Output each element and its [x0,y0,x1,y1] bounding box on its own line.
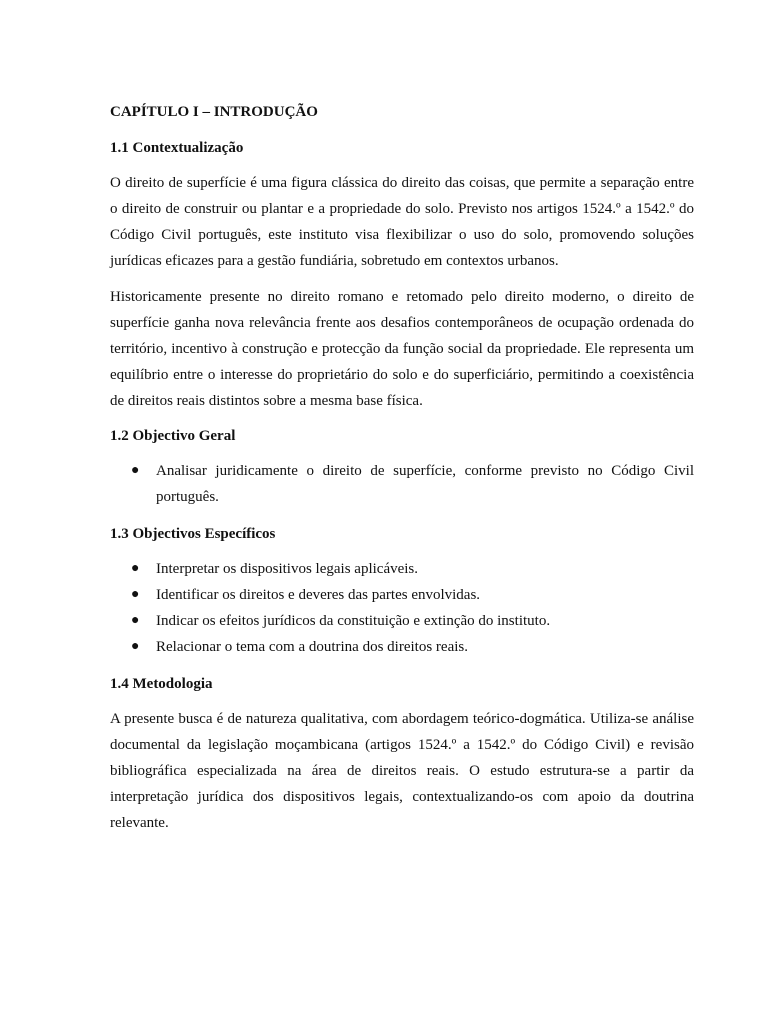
objectivos-especificos-list [110,556,694,660]
list-item-text: Interpretar os dispositivos legais aplicáveis. [156,561,419,577]
bullet-icon: ● [131,587,140,602]
list-item-text: Identificar os direitos e deveres das partes envolvidas. [156,587,481,603]
document-body [110,100,694,846]
list-item-text: Analisar juridicamente o direito de superfície, conforme previsto no Código Civil português. [156,463,694,505]
list-item [110,582,694,608]
bullet-icon: ● [131,561,140,576]
section-heading-objectivo-geral: 1.2 Objectivo Geral [110,428,236,444]
list-item [110,608,694,634]
bullet-icon: ● [131,613,140,628]
section-heading-objectivos-especificos: 1.3 Objectivos Específicos [110,526,276,542]
list-item-text: Indicar os efeitos jurídicos da constituição e extinção do instituto. [156,613,551,629]
list-item [110,634,694,660]
section-heading-metodologia: 1.4 Metodologia [110,676,213,692]
paragraph: A presente busca é de natureza qualitativa, com abordagem teórico-dogmática. Utiliza-se análise documental da legislação moçambicana (artigos 1524.º a 1542.º do Código Civil) e revisão bibliográfica especializada na área de direitos reais. O estudo estrutura-se a partir da interpretação jurídica dos dispositivos legais, contextualizando-os com apoio da doutrina relevante. [110,711,694,831]
list-item-text: Relacionar o tema com a doutrina dos direitos reais. [156,639,468,655]
section-heading-contextualizacao: 1.1 Contextualização [110,140,244,156]
list-item [110,556,694,582]
list-item [110,458,694,510]
objectivo-geral-list [110,458,694,510]
bullet-icon: ● [131,463,140,478]
bullet-icon: ● [131,639,140,654]
chapter-title: CAPÍTULO I – INTRODUÇÃO [110,104,318,120]
paragraph: Historicamente presente no direito romano e retomado pelo direito moderno, o direito de superfície ganha nova relevância frente aos desafios contemporâneos de ocupação ordenada do território, incentivo à construção e protecção da função social da propriedade. Ele representa um equilíbrio entre o interesse do proprietário do solo e do superficiário, permitindo a coexistência de direitos reais distintos sobre a mesma base física. [110,289,694,409]
paragraph: O direito de superfície é uma figura clássica do direito das coisas, que permite a separação entre o direito de construir ou plantar e a propriedade do solo. Previsto nos artigos 1524.º a 1542.º do Código Civil português, este instituto visa flexibilizar o uso do solo, promovendo soluções jurídicas eficazes para a gestão fundiária, sobretudo em contextos urbanos. [110,175,694,269]
